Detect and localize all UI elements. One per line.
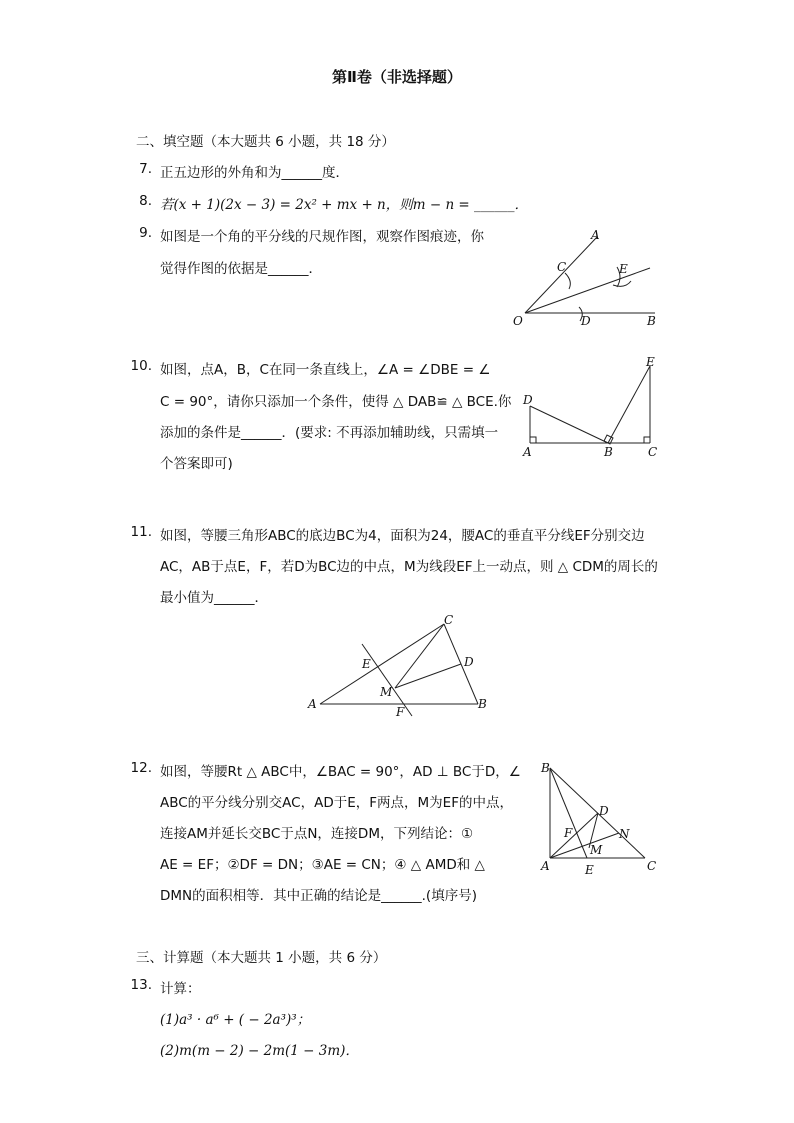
- page-title: 第Ⅱ卷（非选择题）: [332, 68, 462, 86]
- label-e: E: [619, 262, 628, 276]
- label-e: E: [585, 863, 594, 877]
- question-number-8: 8.: [139, 193, 152, 209]
- label-o: O: [513, 314, 523, 328]
- question-number-12: 12.: [130, 760, 152, 776]
- label-d: D: [581, 314, 591, 328]
- question-13-part-1: (1)a³ · a⁶ + ( − 2a³)³；: [160, 1012, 311, 1028]
- label-a: A: [523, 445, 532, 459]
- question-10-line-3: 添加的条件是______．(要求: 不再添加辅助线，只需填一: [160, 425, 499, 441]
- label-a: A: [591, 228, 600, 242]
- label-m: M: [590, 843, 603, 857]
- label-d: D: [464, 655, 474, 669]
- label-d: D: [523, 393, 533, 407]
- right-angle-a: [530, 437, 536, 443]
- question-10-line-1: 如图，点A，B，C在同一条直线上，∠A = ∠DBE = ∠: [160, 362, 491, 378]
- label-f: F: [396, 705, 405, 719]
- section-heading-calculation: 三、计算题（本大题共 1 小题，共 6 分）: [136, 950, 387, 966]
- question-13-label: 计算：: [160, 981, 201, 997]
- label-c: C: [648, 445, 658, 459]
- question-11-line-2: AC，AB于点E，F，若D为BC边的中点，M为线段EF上一动点，则 △ CDM的周长的: [160, 559, 658, 575]
- question-9-line-2: 觉得作图的依据是______．: [160, 261, 322, 277]
- arc-e-2: [613, 281, 631, 286]
- question-12-line-3: 连接AM并延长交BC于点N，连接DM，下列结论：①: [160, 826, 474, 842]
- segment-db: [530, 406, 608, 443]
- question-12-line-5: DMN的面积相等．其中正确的结论是______.(填序号): [160, 888, 477, 904]
- label-d: D: [599, 804, 609, 818]
- label-c: C: [557, 260, 567, 274]
- label-m: M: [380, 685, 393, 699]
- congruent-triangles-figure: [518, 354, 668, 464]
- label-e: E: [362, 657, 371, 671]
- question-12-line-4: AE = EF；②DF = DN；③AE = CN；④ △ AMD和 △: [160, 857, 485, 873]
- right-angle-c: [644, 437, 650, 443]
- question-8-text: 若(x + 1)(2x − 3) = 2x² + mx + n，则m − n = ______．: [160, 197, 529, 213]
- segment-be: [608, 366, 650, 443]
- question-10-line-2: C = 90°，请你只添加一个条件，使得 △ DAB≌ △ BCE.你: [160, 394, 512, 410]
- question-7-text: 正五边形的外角和为______度．: [160, 165, 349, 181]
- ray-oe: [525, 268, 650, 313]
- question-13-part-2: (2)m(m − 2) − 2m(1 − 3m)．: [160, 1043, 359, 1059]
- question-number-10: 10.: [130, 358, 152, 374]
- question-10-line-4: 个答案即可): [160, 456, 233, 472]
- question-11-line-3: 最小值为______．: [160, 590, 268, 606]
- label-b: B: [541, 761, 550, 775]
- question-number-7: 7.: [139, 161, 152, 177]
- label-a: A: [308, 697, 317, 711]
- label-b: B: [604, 445, 613, 459]
- section-heading-fill-in: 二、填空题（本大题共 6 小题，共 18 分）: [136, 134, 395, 150]
- label-a: A: [541, 859, 550, 873]
- question-number-9: 9.: [139, 225, 152, 241]
- question-12-line-2: ABC的平分线分别交AC，AD于E，F两点，M为EF的中点，: [160, 795, 513, 811]
- segment-cm: [395, 624, 444, 688]
- question-12-line-1: 如图，等腰Rt △ ABC中，∠BAC = 90°，AD ⊥ BC于D，∠: [160, 764, 521, 780]
- isosceles-triangle-figure: [300, 610, 500, 722]
- right-isosceles-figure: [535, 758, 665, 880]
- arc-c: [565, 273, 570, 289]
- label-b: B: [647, 314, 656, 328]
- label-e: E: [646, 355, 655, 369]
- question-9-line-1: 如图是一个角的平分线的尺规作图，观察作图痕迹，你: [160, 229, 484, 245]
- label-c: C: [647, 859, 657, 873]
- question-number-13: 13.: [130, 977, 152, 993]
- line-ef: [362, 644, 412, 716]
- segment-be: [550, 768, 587, 858]
- angle-bisector-figure: [505, 225, 670, 335]
- label-f: F: [564, 826, 573, 840]
- label-c: C: [444, 613, 454, 627]
- segment-an: [550, 833, 619, 858]
- label-n: N: [619, 827, 630, 841]
- question-11-line-1: 如图，等腰三角形ABC的底边BC为4，面积为24，腰AC的垂直平分线EF分别交边: [160, 528, 645, 544]
- question-number-11: 11.: [130, 524, 152, 540]
- segment-md: [395, 664, 461, 688]
- label-b: B: [478, 697, 487, 711]
- ray-oa: [525, 237, 597, 313]
